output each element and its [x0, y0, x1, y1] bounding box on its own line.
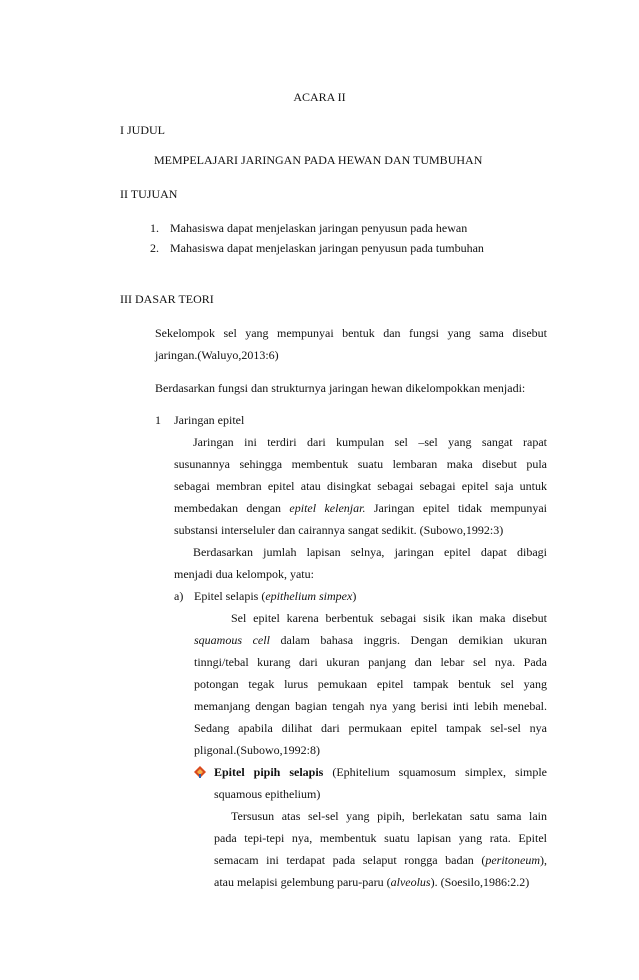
paragraph-line: Sekelompok sel yang mempunyai bentuk dan fungsi yang sama disebut — [155, 326, 547, 340]
paragraph-line: Jaringan ini terdiri dari kumpulan sel –sel yang sangat rapat — [193, 435, 547, 449]
italic-term: squamous cell — [194, 633, 270, 647]
paragraph-line: Berdasarkan jumlah lapisan selnya, jaringan epitel dapat dibagi — [193, 545, 547, 559]
list-item-text: Mahasiswa dapat menjelaskan jaringan penyusun pada tumbuhan — [170, 241, 484, 255]
paragraph-line: pada tepi-tepi nya, membentuk suatu lapisan yang rata. Epitel — [214, 831, 547, 845]
paragraph-line: jaringan.(Waluyo,2013:6) — [155, 348, 279, 362]
paragraph-line: potongan tegak lurus pemukaan epitel tampak bentuk sel yang — [194, 677, 547, 691]
paragraph-line: menjadi dua kelompok, yatu: — [174, 567, 314, 581]
judul-text: MEMPELAJARI JARINGAN PADA HEWAN DAN TUMBUHAN — [154, 153, 483, 167]
list-marker: 1 — [155, 413, 161, 427]
paragraph-line: Tersusun atas sel-sel yang pipih, berlekatan satu sama lain — [231, 809, 547, 823]
paragraph-line: membedakan dengan epitel kelenjar. Jaringan epitel tidak mempunyai — [174, 501, 548, 515]
italic-term: epitel kelenjar. — [289, 501, 366, 515]
italic-term: alveolus — [390, 875, 431, 889]
bullet-title-bold: Epitel pipih selapis — [214, 765, 324, 779]
list-item-text: Mahasiswa dapat menjelaskan jaringan penyusun pada hewan — [170, 221, 468, 235]
subsection-title: Jaringan epitel — [174, 413, 245, 427]
paragraph-line: atau melapisi gelembung paru-paru (alveolus). (Soesilo,1986:2.2) — [214, 875, 530, 889]
paragraph-line: substansi interseluler dan cairannya sangat sedikit. (Subowo,1992:3) — [174, 523, 504, 537]
list-marker: 1. — [150, 221, 159, 235]
section-heading-judul: I JUDUL — [120, 123, 165, 137]
subsection-title: Epitel selapis (epithelium simpex) — [194, 589, 357, 603]
list-marker: 2. — [150, 241, 159, 255]
paragraph-line: Sedang apabila dilihat dari permukaan epitel tampak sel-sel nya — [194, 721, 547, 735]
paragraph-line: Berdasarkan fungsi dan strukturnya jaringan hewan dikelompokkan menjadi: — [155, 381, 526, 395]
section-heading-dasar-teori: III DASAR TEORI — [120, 292, 214, 306]
paragraph-line: pligonal.(Subowo,1992:8) — [194, 743, 320, 757]
paragraph-line: squamous epithelium) — [214, 787, 321, 801]
paragraph-line: semacam ini terdapat pada selaput rongga badan (peritoneum), — [214, 853, 547, 867]
paragraph-line: susunannya sehingga membentuk suatu lembaran maka disebut pula — [174, 457, 547, 471]
paragraph-line: Sel epitel karena berbentuk sebagai sisik ikan maka disebut — [231, 611, 547, 625]
paragraph-line: squamous cell dalam bahasa inggris. Dengan demikian ukuran — [194, 633, 548, 647]
paragraph-line: tinngi/tebal kurang dari ukuran panjang dan lebar sel nya. Pada — [194, 655, 547, 669]
list-marker: a) — [174, 589, 184, 603]
section-heading-tujuan: II TUJUAN — [120, 187, 178, 201]
diamond-bullet-icon — [194, 766, 206, 778]
paragraph-line: sebagai membran epitel atau disingkat sebagai sebagai epitel saja untuk — [174, 479, 547, 493]
paragraph-line: memanjang dengan bagian tengah nya yang berisi inti lebih menebal. — [194, 699, 547, 713]
italic-term: peritoneum — [485, 853, 540, 867]
document-title: ACARA II — [293, 90, 346, 104]
bullet-title-line: Epitel pipih selapis (Ephitelium squamosum simplex, simple — [214, 765, 547, 779]
